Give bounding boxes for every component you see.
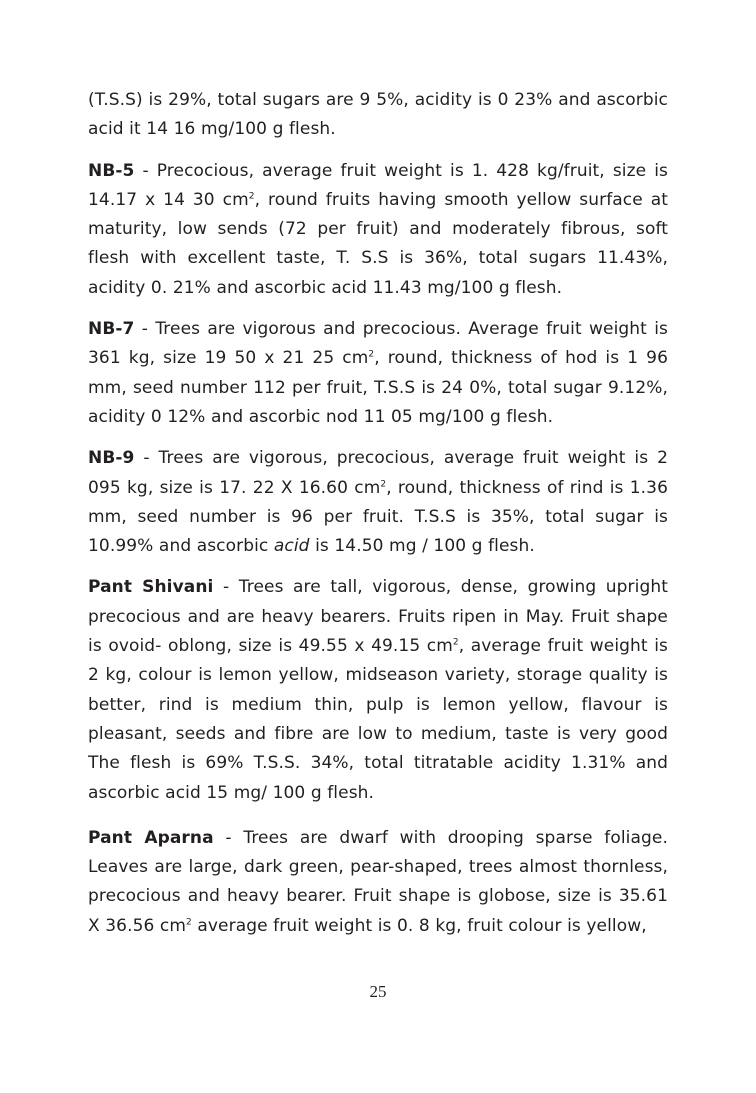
separator: - (213, 827, 244, 848)
variety-name: Pant Shivani (88, 577, 214, 598)
superscript: 2 (368, 349, 375, 360)
paragraph-text: , average fruit weight is 2 kg, colour is lemon yellow, midseason variety, storage quality is better, rind is medium thin, pulp is lemon yellow, flavour is pleasant, seeds and fibre are low to medium, taste is very good The flesh is 69% T.S.S. 34%, total titratable acidity 1.31% and ascorbic acid 15 mg/ 100 g flesh. (88, 636, 668, 803)
separator: - (134, 448, 159, 469)
body-text (88, 86, 668, 953)
paragraph-text: is 14.50 mg / 100 g flesh. (309, 536, 535, 557)
paragraph-text: (T.S.S) is 29%, total sugars are 9 5%, acidity is 0 23% and ascorbic acid it 14 16 mg/100 g flesh. (88, 90, 668, 140)
paragraph-text: Trees are tall, vigorous, dense, growing upright precocious and are heavy bearers. Fruits ripen in May. Fruit shape is ovoid- oblong, size is 49.55 x 49.15 cm (88, 577, 668, 657)
paragraph-text: , round fruits having smooth yellow surface at maturity, low sends (72 per fruit) and moderately fibrous, soft flesh with excellent taste, T. S.S is 36%, total sugars 11.43%, acidity 0. 21% and ascorbic acid 11.43 mg/100 g flesh. (88, 189, 668, 298)
paragraph-nb-5 (88, 157, 668, 303)
variety-name: Pant Aparna (88, 827, 214, 848)
paragraph-text: , round, thickness of hod is 1 96 mm, seed number 112 per fruit, T.S.S is 24 0%, total sugar 9.12%, acidity 0 12% and ascorbic nod 11 05 mg/100 g flesh. (88, 348, 668, 427)
separator: - (213, 577, 239, 598)
paragraph-text: , round, thickness of rind is 1.36 mm, seed number is 96 per fruit. T.S.S is 35%, total sugar is 10.99% and ascorbic (88, 477, 668, 557)
italic-text: acid (273, 536, 310, 557)
paragraph-nb-9 (88, 444, 668, 561)
page-number: 25 (369, 982, 387, 1001)
paragraph-continuation (88, 86, 668, 145)
superscript: 2 (186, 917, 192, 928)
superscript: 2 (452, 637, 459, 648)
paragraph-text: Precocious, average fruit weight is 1. 428 kg/fruit, size is 14.17 x 14 30 cm (88, 160, 668, 210)
paragraph-nb-7 (88, 315, 668, 432)
paragraph-text: Trees are dwarf with drooping sparse foliage. Leaves are large, dark green, pear-shaped, trees almost thornless, precocious and heavy bearer. Fruit shape is globose, size is 35.61 X 36.56 cm (88, 827, 668, 936)
separator: - (134, 160, 157, 181)
superscript: 2 (380, 478, 387, 489)
paragraph-text: Trees are vigorous, precocious, average fruit weight is 2 095 kg, size is 17. 22 X 16.60 cm (88, 448, 668, 498)
paragraph-pant-shivani (88, 573, 668, 807)
variety-name: NB-9 (88, 448, 135, 469)
paragraph-text: average fruit weight is 0. 8 kg, fruit colour is yellow, (191, 915, 647, 936)
separator: - (134, 319, 156, 340)
paragraph-pant-aparna (88, 824, 668, 941)
variety-name: NB-5 (88, 160, 135, 181)
paragraph-text: Trees are vigorous and precocious. Average fruit weight is 361 kg, size 19 50 x 21 25 cm (88, 319, 668, 369)
superscript: 2 (248, 191, 255, 202)
variety-name: NB-7 (88, 319, 135, 340)
